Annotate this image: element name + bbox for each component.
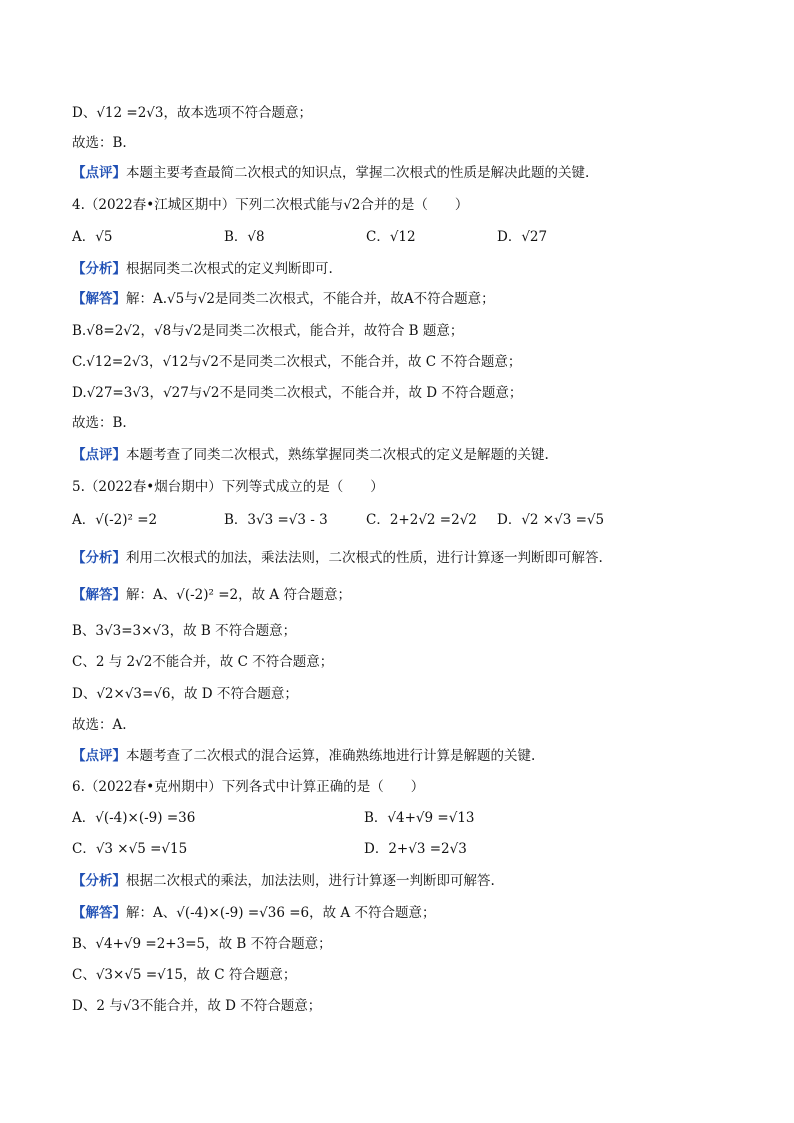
option-c: C．√12 xyxy=(366,229,416,245)
text-line: 故选：B. xyxy=(72,415,127,431)
option-c: C．√3 ×√5 =√15 xyxy=(72,841,188,857)
option-b: B．√4+√9 =√13 xyxy=(364,810,475,826)
comment-tag: 【点评】 xyxy=(72,447,126,463)
text-line: D、√2×√3=√6，故 D 不符合题意； xyxy=(72,686,298,702)
question-6: 6.（2022春•克州期中）下列各式中计算正确的是（ ） xyxy=(72,779,425,795)
analysis-tag: 【分析】 xyxy=(72,261,126,277)
analysis-tag: 【分析】 xyxy=(72,873,126,889)
option-d: D．√27 xyxy=(497,229,548,245)
text-line: D、√12 =2√3，故本选项不符合题意； xyxy=(72,105,312,121)
option-a: A．√(-2)² =2 xyxy=(72,512,158,528)
comment-tag: 【点评】 xyxy=(72,748,126,764)
question-5-options xyxy=(72,510,722,530)
comment-line: 【点评】本题主要考查最简二次根式的知识点，掌握二次根式的性质是解决此题的关键. xyxy=(72,165,590,181)
option-d: D．2+√3 =2√3 xyxy=(364,841,467,857)
question-6-options-ab xyxy=(72,808,722,828)
text-line: D.√27=3√3，√27与√2不是同类二次根式，不能合并，故 D 不符合题意； xyxy=(72,385,523,401)
text-line: C.√12=2√3，√12与√2不是同类二次根式，不能合并，故 C 不符合题意； xyxy=(72,354,522,370)
option-a: A．√(-4)×(-9) =36 xyxy=(72,810,196,826)
answer-tag: 【解答】 xyxy=(72,587,126,603)
text-line: C、√3×√5 =√15，故 C 符合题意； xyxy=(72,967,297,983)
answer-tag: 【解答】 xyxy=(72,291,126,307)
text-line: B.√8=2√2，√8与√2是同类二次根式，能合并，故符合 B 题意； xyxy=(72,323,464,339)
question-5: 5.（2022春•烟台期中）下列等式成立的是（ ） xyxy=(72,479,384,495)
comment-line: 【点评】本题考查了二次根式的混合运算，准确熟练地进行计算是解题的关键. xyxy=(72,748,536,764)
comment-line: 【点评】本题考查了同类二次根式，熟练掌握同类二次根式的定义是解题的关键. xyxy=(72,447,549,463)
option-d: D．√2 ×√3 =√5 xyxy=(497,512,605,528)
analysis-line: 【分析】根据二次根式的乘法，加法法则，进行计算逐一判断即可解答. xyxy=(72,873,495,889)
question-4-options xyxy=(72,227,722,247)
text-line: C、2 与 2√2不能合并，故 C 不符合题意； xyxy=(72,654,334,670)
answer-line: 【解答】解：A.√5与√2是同类二次根式，不能合并，故A不符合题意； xyxy=(72,291,495,307)
option-a: A．√5 xyxy=(72,229,113,245)
answer-tag: 【解答】 xyxy=(72,905,126,921)
analysis-tag: 【分析】 xyxy=(72,550,126,566)
answer-line: 【解答】解：A、√(-4)×(-9) =√36 =6，故 A 不符合题意； xyxy=(72,905,436,921)
question-6-options-cd xyxy=(72,839,722,859)
comment-tag: 【点评】 xyxy=(72,165,126,181)
analysis-line: 【分析】根据同类二次根式的定义判断即可. xyxy=(72,261,333,277)
option-c: C．2+2√2 =2√2 xyxy=(366,512,477,528)
text-line: B、3√3=3×√3，故 B 不符合题意； xyxy=(72,623,297,639)
option-b: B．√8 xyxy=(224,229,265,245)
answer-line: 【解答】解：A、√(-2)² =2，故 A 符合题意； xyxy=(72,587,351,603)
analysis-line: 【分析】利用二次根式的加法，乘法法则，二次根式的性质，进行计算逐一判断即可解答. xyxy=(72,550,603,566)
option-b: B．3√3 =√3 - 3 xyxy=(224,512,328,528)
question-4: 4.（2022春•江城区期中）下列二次根式能与√2合并的是（ ） xyxy=(72,197,469,213)
text-line: B、√4+√9 =2+3=5，故 B 不符合题意； xyxy=(72,936,332,952)
text-line: D、2 与√3不能合并，故 D 不符合题意； xyxy=(72,998,322,1014)
text-line: 故选：A. xyxy=(72,717,127,733)
text-line: 故选：B. xyxy=(72,135,127,151)
